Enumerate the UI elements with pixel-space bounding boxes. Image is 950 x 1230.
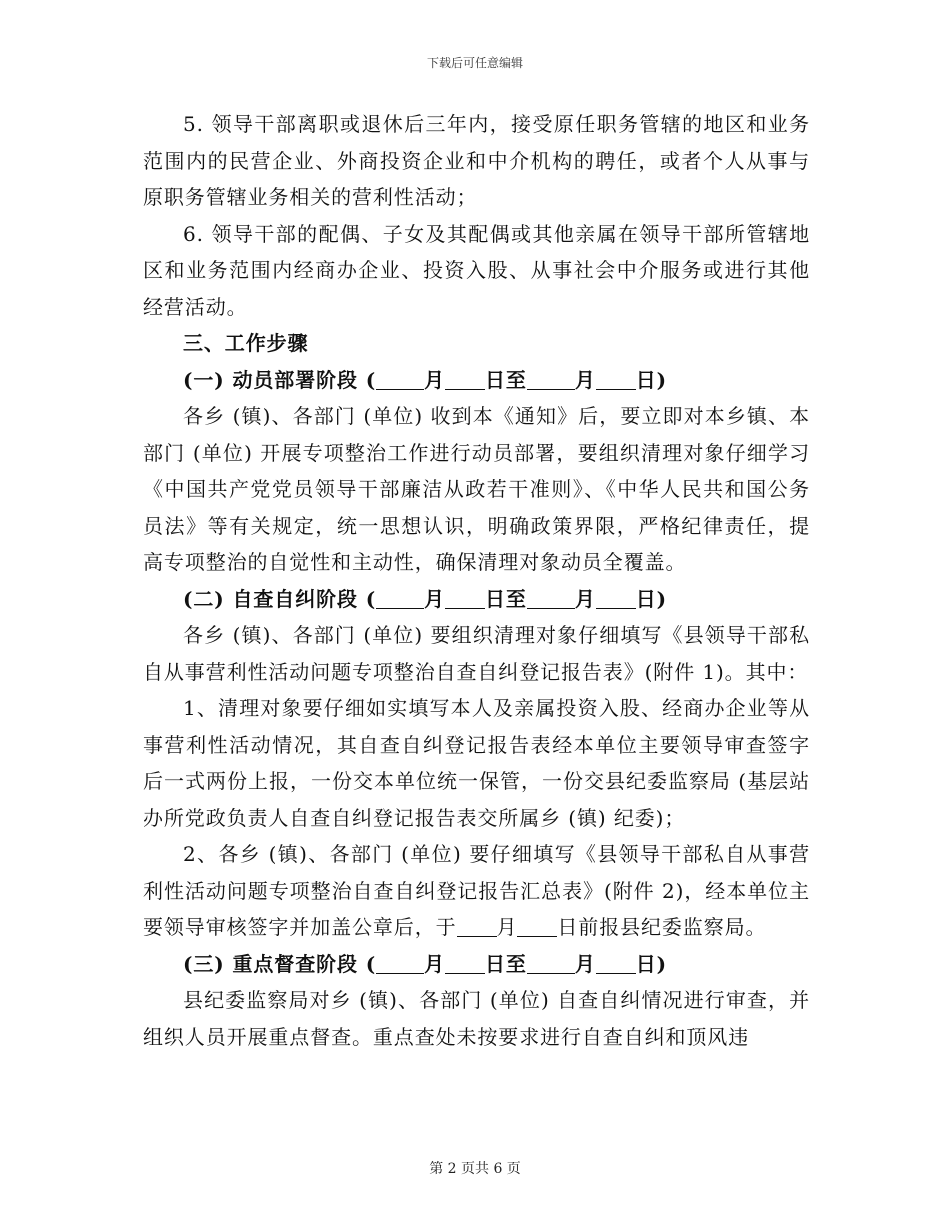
stage-2-item-2-text: 2、各乡 (镇)、各部门 (单位) 要仔细填写《县领导干部私自从事营利性活动问题专项整治自查自纠登记报告汇总表》(附件 2)，经本单位主要领导审核签字并加盖公章后，于 [143, 842, 810, 939]
list-item-5: 5. 领导干部离职或退休后三年内，接受原任职务管辖的地区和业务范围内的民营企业、外商投资企业和中介机构的聘任，或者个人从事与原职务管辖业务相关的营利性活动； [143, 112, 810, 209]
stage-3-body: 县纪委监察局对乡 (镇)、各部门 (单位) 自查自纠情况进行审查，并组织人员开展重点督查。重点查处未按要求进行自查自纠和顶风违 [143, 988, 810, 1049]
blank-line [457, 916, 497, 937]
blank-line [596, 369, 636, 390]
deadline-text: 日前报县纪委监察局。 [557, 915, 767, 939]
day-end-label: 日) [635, 951, 668, 976]
day-end-label: 日) [635, 586, 668, 611]
month-label: 月 [574, 367, 596, 392]
blank-line [445, 588, 485, 609]
stage-3-title: (三) 重点督查阶段 ( [183, 951, 377, 976]
page-header: 下载后可任意编辑 [426, 56, 523, 70]
blank-line [376, 369, 424, 390]
document-body [143, 106, 810, 1055]
blank-line [376, 588, 424, 609]
month-label: 月 [574, 586, 596, 611]
blank-line [445, 953, 485, 974]
month-label: 月 [424, 951, 446, 976]
blank-line [445, 369, 485, 390]
month-label: 月 [424, 367, 446, 392]
day-to-label: 日至 [485, 951, 527, 976]
blank-line [517, 916, 557, 937]
stage-2-body: 各乡 (镇)、各部门 (单位) 要组织清理对象仔细填写《县领导干部私自从事营利性活动问题专项整治自查自纠登记报告表》(附件 1)。其中： [143, 623, 810, 684]
day-to-label: 日至 [485, 586, 527, 611]
blank-line [527, 953, 575, 974]
stage-2-item-1: 1、清理对象要仔细如实填写本人及亲属投资入股、经商办企业等从事营利性活动情况，其自查自纠登记报告表经本单位主要领导审查签字后一式两份上报，一份交本单位统一保管，一份交县纪委监察局 (基层站办所党政负责人自查自纠登记报告表交所属乡 (镇) 纪委)； [143, 696, 810, 830]
month-label: 月 [424, 586, 446, 611]
stage-2-heading [143, 581, 810, 618]
stage-1-heading [143, 362, 810, 399]
month-label: 月 [496, 915, 518, 939]
stage-2-title: (二) 自查自纠阶段 ( [183, 586, 377, 611]
stage-3-heading [143, 946, 810, 983]
blank-line [527, 588, 575, 609]
day-to-label: 日至 [485, 367, 527, 392]
blank-line [596, 953, 636, 974]
month-label: 月 [574, 951, 596, 976]
day-end-label: 日) [635, 367, 668, 392]
stage-1-title: (一) 动员部署阶段 ( [183, 367, 377, 392]
section-heading-work-steps: 三、工作步骤 [183, 331, 309, 355]
blank-line [376, 953, 424, 974]
stage-1-body: 各乡 (镇)、各部门 (单位) 收到本《通知》后，要立即对本乡镇、本部门 (单位) 开展专项整治工作进行动员部署，要组织清理对象仔细学习《中国共产党党员领导干部廉洁从政若干准则》、《中华人民共和国公务员法》等有关规定，统一思想认识，明确政策界限，严格纪律责任，提高专项整治的自觉性和主动性，确保清理对象动员全覆盖。 [143, 404, 810, 574]
list-item-6: 6. 领导干部的配偶、子女及其配偶或其他亲属在领导干部所管辖地区和业务范围内经商办企业、投资入股、从事社会中介服务或进行其他经营活动。 [143, 221, 810, 319]
blank-line [527, 369, 575, 390]
page-number-footer: 第 2 页共 6 页 [429, 1161, 521, 1177]
blank-line [596, 588, 636, 609]
stage-2-item-2 [143, 836, 810, 946]
